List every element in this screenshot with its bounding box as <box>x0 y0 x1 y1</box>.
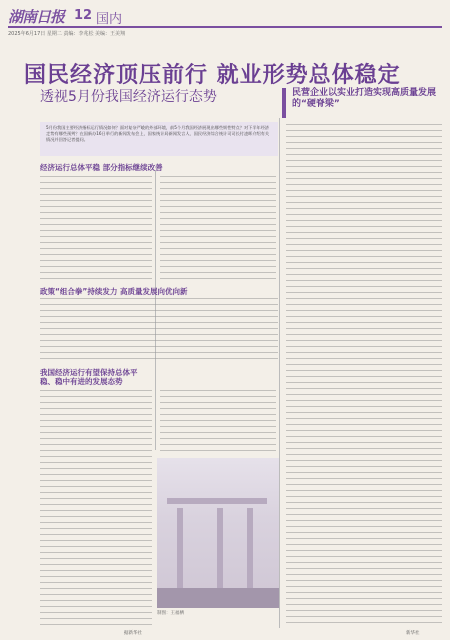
body-text-column <box>40 390 152 628</box>
headline: 国民经济顶压前行 就业形势总体稳定 <box>24 63 401 88</box>
page-number: 12 <box>74 8 93 23</box>
photo-credit: 制图：王福栖 <box>157 611 184 616</box>
newspaper-logo: 湖南日报 <box>8 8 65 26</box>
body-text-column <box>160 176 276 284</box>
illustration-image <box>157 458 279 608</box>
body-text-column <box>40 298 278 364</box>
byline: 据新华社 <box>124 631 142 636</box>
body-text-column <box>40 176 152 284</box>
section-name: 国内 <box>96 12 123 27</box>
right-article-title-text: 民营企业以实业打造实现高质量发展的“硬脊梁” <box>292 88 437 109</box>
dateline: 2025年6月17日 星期二 责编：李兆松 美编：王美翔 <box>8 31 126 37</box>
body-text-column <box>286 124 442 628</box>
section-heading-1: 经济运行总体平稳 部分指标继续改善 <box>40 163 163 172</box>
body-text-column <box>160 390 276 454</box>
section-heading-2: 政策“组合拳”持续发力 高质量发展向优向新 <box>40 287 188 296</box>
subheadline: 透视5月份我国经济运行态势 <box>40 89 217 105</box>
section-heading-3: 我国经济运行有望保持总体平稳、稳中有进的发展态势 <box>40 368 138 386</box>
byline: 新华社 <box>406 631 420 636</box>
column-divider <box>279 118 280 628</box>
right-article-title <box>282 88 442 118</box>
masthead <box>8 6 442 28</box>
lead-paragraph: 5月份我国主要经济指标运行情况如何？面对复杂严峻的外部环境，前5个月我国经济展现出哪些韧性特点？对下半年经济走势有哪些预判？在国新办16日举行的新闻发布会上，国家统计局新闻发言人、国民经济综合统计司司长付凌晖介绍有关情况并回答记者提问。 <box>40 122 278 156</box>
